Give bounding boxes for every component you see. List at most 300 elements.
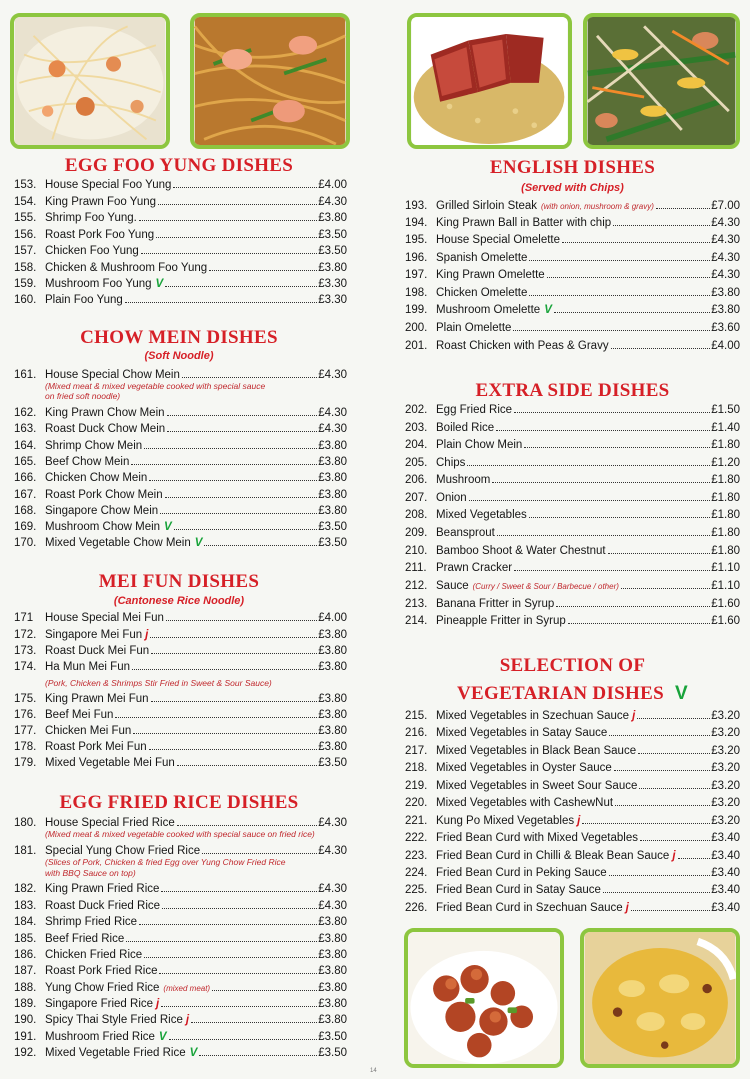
item-price: £3.40	[711, 902, 740, 914]
item-price: £3.80	[318, 440, 347, 452]
item-number: 223.	[405, 850, 428, 862]
menu-item-row	[405, 338, 740, 354]
dot-leader	[177, 765, 317, 766]
item-price: £3.80	[318, 693, 347, 705]
item-name: Roast Pork Mei Fun	[45, 741, 147, 753]
item-name: Mixed Vegetables with CashewNut	[436, 797, 614, 809]
item-number: 178.	[14, 741, 37, 753]
item-name: Mixed Vegetable Fried Rice	[45, 1047, 186, 1059]
menu-item-row	[405, 708, 740, 724]
dot-leader	[151, 653, 317, 654]
item-name: Mixed Vegetable Chow Mein	[45, 537, 191, 549]
fried-rice-180-description: (Mixed meat & mixed vegetable cooked with special sauce on fried rice)	[45, 829, 315, 839]
item-price: £3.20	[711, 815, 740, 827]
dot-leader	[547, 277, 711, 278]
item-name: Onion	[436, 492, 467, 504]
vegetarian-v-icon: V	[189, 1047, 198, 1059]
dot-leader	[166, 620, 317, 621]
english-heading: ENGLISH DISHES	[489, 157, 656, 178]
menu-item-row	[14, 194, 347, 210]
mei-fun-heading: MEI FUN DISHES	[98, 571, 260, 592]
dot-leader	[161, 891, 317, 892]
chow-mein-161-description-line2: on fried soft noodle)	[45, 391, 121, 401]
item-price: £1.80	[711, 509, 740, 521]
dot-leader	[191, 1022, 317, 1023]
item-price: £3.20	[711, 762, 740, 774]
item-price: £3.40	[711, 832, 740, 844]
item-number: 174.	[14, 661, 37, 673]
menu-item-row	[405, 472, 740, 488]
item-price: £1.50	[711, 404, 740, 416]
item-number: 201.	[405, 340, 428, 352]
dot-leader	[209, 270, 317, 271]
chow-mein-heading: CHOW MEIN DISHES	[80, 327, 278, 348]
item-name: Pineapple Fritter in Syrup	[436, 615, 566, 627]
dot-leader	[182, 377, 317, 378]
item-name: Shrimp Foo Yung.	[45, 212, 137, 224]
menu-item-row	[405, 490, 740, 506]
chilli-icon: j	[145, 629, 149, 641]
dot-leader	[608, 553, 711, 554]
dot-leader	[637, 718, 710, 719]
item-price: £3.80	[318, 982, 347, 994]
item-number: 205.	[405, 457, 428, 469]
item-price: £3.80	[318, 645, 347, 657]
menu-item-row	[405, 437, 740, 453]
item-number: 169.	[14, 521, 37, 533]
item-number: 158.	[14, 262, 37, 274]
item-price: £7.00	[711, 200, 740, 212]
item-number: 226.	[405, 902, 428, 914]
item-number: 208.	[405, 509, 428, 521]
menu-item-row	[14, 260, 347, 276]
chow-mein-photo-image	[194, 17, 346, 145]
item-name: Fried Bean Curd with Mixed Vegetables	[436, 832, 638, 844]
menu-item-row	[14, 421, 347, 437]
item-price: £3.80	[318, 741, 347, 753]
item-number: 211.	[405, 562, 427, 574]
item-price: £3.80	[711, 287, 740, 299]
item-number: 207.	[405, 492, 428, 504]
item-number: 220.	[405, 797, 428, 809]
menu-item-row	[405, 613, 740, 629]
item-price: £1.10	[711, 562, 740, 574]
item-number: 191.	[14, 1031, 37, 1043]
item-name: Beef Mei Fun	[45, 709, 114, 721]
dot-leader	[161, 1006, 317, 1007]
menu-item-row	[14, 610, 347, 626]
item-note: (mixed meat)	[163, 984, 211, 993]
item-number: 157.	[14, 245, 37, 257]
item-name: King Prawn Foo Yung	[45, 196, 157, 208]
menu-item-row	[14, 947, 347, 963]
item-number: 206.	[405, 474, 428, 486]
item-name: Shrimp Fried Rice	[45, 916, 138, 928]
vegetables-photo	[583, 13, 740, 149]
menu-item-row	[14, 503, 347, 519]
extra-side-heading: EXTRA SIDE DISHES	[475, 380, 670, 401]
menu-item-row	[14, 659, 347, 675]
egg-foo-yung-photo-image	[14, 17, 166, 145]
item-price: £4.00	[711, 340, 740, 352]
dot-leader	[141, 253, 317, 254]
chilli-icon: j	[632, 710, 636, 722]
item-price: £3.80	[318, 472, 347, 484]
item-number: 168.	[14, 505, 37, 517]
vegetarian-heading-text: VEGETARIAN DISHES	[457, 683, 664, 704]
dot-leader	[173, 187, 317, 188]
menu-item-row	[14, 963, 347, 979]
item-price: £3.80	[318, 916, 347, 928]
menu-item-row	[405, 267, 740, 283]
dot-leader	[609, 875, 711, 876]
dot-leader	[204, 545, 317, 546]
dot-leader	[556, 606, 710, 607]
item-number: 221.	[405, 815, 428, 827]
menu-item-row	[405, 250, 740, 266]
item-name: Kung Po Mixed Vegetables	[436, 815, 575, 827]
egg-foo-yung-heading: EGG FOO YUNG DISHES	[64, 155, 294, 176]
dot-leader	[656, 208, 710, 209]
dot-leader	[162, 908, 317, 909]
item-number: 195.	[405, 234, 428, 246]
dot-leader	[139, 220, 317, 221]
dot-leader	[139, 924, 317, 925]
dot-leader	[492, 482, 710, 483]
item-name: Singapore Chow Mein	[45, 505, 159, 517]
item-price: £3.20	[711, 745, 740, 757]
item-name: Fried Bean Curd in Satay Sauce	[436, 884, 601, 896]
dot-leader	[132, 669, 317, 670]
dot-leader	[158, 204, 317, 205]
dot-leader	[133, 733, 317, 734]
item-name: House Special Mei Fun	[45, 612, 164, 624]
item-name: House Special Fried Rice	[45, 817, 175, 829]
menu-item-row	[405, 865, 740, 881]
item-number: 170.	[14, 537, 37, 549]
dot-leader	[609, 735, 710, 736]
item-name: King Prawn Chow Mein	[45, 407, 165, 419]
item-name: House Special Foo Yung	[45, 179, 172, 191]
item-name: Plain Foo Yung	[45, 294, 123, 306]
item-name: Mixed Vegetables	[436, 509, 527, 521]
item-note: (with onion, mushroom & gravy)	[540, 202, 654, 211]
curry-photo-image	[584, 932, 736, 1064]
dot-leader	[165, 497, 318, 498]
item-name: Mixed Vegetable Mei Fun	[45, 757, 175, 769]
item-price: £4.30	[711, 234, 740, 246]
menu-item-row	[405, 543, 740, 559]
english-subtitle: (Served with Chips)	[521, 182, 624, 194]
item-number: 165.	[14, 456, 37, 468]
item-note: (Curry / Sweet & Sour / Barbecue / other)	[472, 582, 619, 591]
item-number: 216.	[405, 727, 428, 739]
item-number: 203.	[405, 422, 428, 434]
item-price: £3.60	[711, 322, 740, 334]
dot-leader	[615, 805, 710, 806]
item-name: Chicken Mei Fun	[45, 725, 132, 737]
item-number: 167.	[14, 489, 37, 501]
item-price: £3.20	[711, 797, 740, 809]
item-number: 209.	[405, 527, 428, 539]
item-number: 182.	[14, 883, 37, 895]
item-price: £4.30	[711, 269, 740, 281]
item-name: House Special Omelette	[436, 234, 561, 246]
item-name: Fried Bean Curd in Szechuan Sauce	[436, 902, 623, 914]
item-name: Shrimp Chow Mein	[45, 440, 143, 452]
item-price: £4.30	[711, 217, 740, 229]
item-price: £4.30	[318, 407, 347, 419]
item-number: 197.	[405, 269, 428, 281]
item-price: £3.20	[711, 780, 740, 792]
item-price: £3.40	[711, 867, 740, 879]
item-number: 194.	[405, 217, 428, 229]
item-name: Sauce	[436, 580, 469, 592]
item-number: 161.	[14, 369, 37, 381]
dot-leader	[202, 853, 317, 854]
item-price: £4.30	[318, 817, 347, 829]
menu-item-row	[14, 881, 347, 897]
menu-item-row	[14, 438, 347, 454]
item-name: Chicken & Mushroom Foo Yung	[45, 262, 208, 274]
menu-item-row	[405, 215, 740, 231]
dot-leader	[126, 941, 317, 942]
item-price: £1.80	[711, 492, 740, 504]
menu-item-row	[405, 900, 740, 916]
item-name: Beansprout	[436, 527, 495, 539]
dot-leader	[638, 753, 710, 754]
item-price: £3.50	[318, 537, 347, 549]
vegetarian-v-icon: V	[194, 537, 203, 549]
menu-item-row	[14, 627, 347, 643]
item-number: 217.	[405, 745, 428, 757]
chow-mein-photo	[190, 13, 350, 149]
chilli-icon: j	[185, 1014, 190, 1026]
item-name: Boiled Rice	[436, 422, 495, 434]
item-name: Bamboo Shoot & Water Chestnut	[436, 545, 606, 557]
vegetarian-v-icon: V	[164, 521, 172, 533]
menu-item-row	[14, 487, 347, 503]
dot-leader	[160, 513, 317, 514]
item-number: 155.	[14, 212, 37, 224]
item-price: £3.50	[318, 757, 347, 769]
dot-leader	[514, 412, 710, 413]
item-name: Banana Fritter in Syrup	[436, 598, 555, 610]
mei-fun-174-description: (Pork, Chicken & Shrimps Stir Fried in Sweet & Sour Sauce)	[45, 678, 272, 688]
dot-leader	[621, 588, 710, 589]
menu-item-row	[14, 177, 347, 193]
item-price: £3.80	[318, 998, 347, 1010]
item-price: £3.80	[318, 456, 347, 468]
item-price: £1.60	[711, 615, 740, 627]
menu-item-row	[14, 980, 347, 996]
menu-item-row	[405, 795, 740, 811]
item-number: 184.	[14, 916, 37, 928]
egg-foo-yung-photo	[10, 13, 170, 149]
item-price: £3.30	[318, 278, 347, 290]
item-price: £1.60	[711, 598, 740, 610]
dot-leader	[678, 858, 711, 859]
item-name: Mushroom Fried Rice	[45, 1031, 155, 1043]
vegetarian-v-icon: V	[544, 304, 552, 316]
item-name: King Prawn Omelette	[436, 269, 545, 281]
item-name: Prawn Cracker	[436, 562, 513, 574]
menu-item-row	[405, 596, 740, 612]
item-name: Spicy Thai Style Fried Rice	[45, 1014, 183, 1026]
vegetarian-heading-line2	[405, 683, 740, 705]
item-name: Roast Duck Chow Mein	[45, 423, 166, 435]
item-number: 202.	[405, 404, 428, 416]
item-price: £3.80	[318, 949, 347, 961]
dot-leader	[131, 464, 317, 465]
item-name: Roast Duck Mei Fun	[45, 645, 150, 657]
chilli-icon: j	[156, 998, 160, 1010]
item-number: 154.	[14, 196, 37, 208]
item-name: King Prawn Ball in Batter with chip	[436, 217, 612, 229]
item-name: Mushroom Chow Mein	[45, 521, 161, 533]
menu-item-row	[405, 455, 740, 471]
item-number: 159.	[14, 278, 37, 290]
item-name: Fried Bean Curd in Peking Sauce	[436, 867, 607, 879]
item-number: 190.	[14, 1014, 37, 1026]
menu-item-row	[405, 743, 740, 759]
menu-item-row	[14, 405, 347, 421]
menu-item-row	[14, 1045, 347, 1061]
menu-item-row	[14, 519, 347, 535]
menu-item-row	[405, 778, 740, 794]
dot-leader	[174, 529, 318, 530]
dot-leader	[529, 517, 710, 518]
item-number: 164.	[14, 440, 37, 452]
dot-leader	[529, 260, 710, 261]
dot-leader	[149, 480, 317, 481]
menu-item-row	[14, 470, 347, 486]
item-number: 173.	[14, 645, 37, 657]
menu-item-row	[405, 198, 740, 214]
item-name: Roast Pork Foo Yung	[45, 229, 155, 241]
dot-leader	[496, 430, 710, 431]
item-price: £4.30	[318, 883, 347, 895]
item-name: Mixed Vegetables in Black Bean Sauce	[436, 745, 637, 757]
item-number: 175.	[14, 693, 37, 705]
curry-photo	[580, 928, 740, 1068]
item-name: Plain Chow Mein	[436, 439, 523, 451]
menu-item-row	[405, 813, 740, 829]
item-number: 200.	[405, 322, 428, 334]
roast-pork-photo-image	[411, 17, 568, 145]
item-price: £4.30	[318, 423, 347, 435]
menu-item-row	[405, 285, 740, 301]
menu-item-row	[14, 707, 347, 723]
item-number: 172.	[14, 629, 37, 641]
item-price: £4.30	[711, 252, 740, 264]
item-number: 181.	[14, 845, 37, 857]
sweet-sour-photo	[404, 928, 564, 1068]
menu-item-row	[405, 882, 740, 898]
menu-item-row	[14, 227, 347, 243]
item-price: £1.20	[711, 457, 740, 469]
item-price: £3.20	[711, 727, 740, 739]
menu-item-row	[405, 402, 740, 418]
item-number: 199.	[405, 304, 428, 316]
item-number: 156.	[14, 229, 37, 241]
item-number: 171	[14, 612, 34, 624]
item-price: £3.80	[318, 262, 347, 274]
item-name: Mixed Vegetables in Oyster Sauce	[436, 762, 612, 774]
dot-leader	[115, 717, 317, 718]
dot-leader	[614, 770, 710, 771]
item-number: 214.	[405, 615, 428, 627]
item-number: 188.	[14, 982, 37, 994]
menu-item-row	[14, 1029, 347, 1045]
dot-leader	[165, 286, 317, 287]
item-number: 222.	[405, 832, 428, 844]
fried-rice-181-description-line1: (Slices of Pork, Chicken & fried Egg over Yung Chow Fried Rice	[45, 857, 286, 867]
dot-leader	[639, 788, 710, 789]
item-name: Grilled Sirloin Steak	[436, 200, 537, 212]
item-price: £3.40	[711, 850, 740, 862]
dot-leader	[640, 840, 710, 841]
menu-item-row	[405, 420, 740, 436]
item-number: 210.	[405, 545, 428, 557]
menu-item-row	[14, 996, 347, 1012]
item-number: 187.	[14, 965, 37, 977]
item-name: Chicken Omelette	[436, 287, 528, 299]
item-price: £3.80	[318, 661, 347, 673]
dot-leader	[568, 623, 710, 624]
item-name: Singapore Fried Rice	[45, 998, 154, 1010]
dot-leader	[467, 465, 710, 466]
item-name: Beef Fried Rice	[45, 933, 125, 945]
dot-leader	[149, 749, 318, 750]
item-name: Chicken Fried Rice	[45, 949, 143, 961]
dot-leader	[514, 570, 710, 571]
dot-leader	[150, 637, 317, 638]
item-number: 153.	[14, 179, 37, 191]
dot-leader	[156, 237, 317, 238]
item-number: 212.	[405, 580, 428, 592]
item-price: £3.80	[318, 709, 347, 721]
dot-leader	[529, 295, 710, 296]
dot-leader	[151, 701, 318, 702]
item-price: £3.50	[318, 1031, 347, 1043]
vegetarian-v-icon: V	[158, 1031, 167, 1043]
item-number: 163.	[14, 423, 37, 435]
dot-leader	[469, 500, 711, 501]
dot-leader	[169, 1039, 318, 1040]
menu-item-row	[405, 232, 740, 248]
dot-leader	[611, 348, 711, 349]
menu-item-row	[14, 755, 347, 771]
item-name: Egg Fried Rice	[436, 404, 513, 416]
item-price: £3.50	[318, 229, 347, 241]
item-price: £1.80	[711, 527, 740, 539]
vegetarian-v-icon: V	[155, 278, 164, 290]
item-name: Mixed Vegetables in Satay Sauce	[436, 727, 608, 739]
item-price: £3.80	[711, 304, 740, 316]
menu-item-row	[14, 914, 347, 930]
item-price: £3.50	[318, 1047, 347, 1059]
dot-leader	[513, 330, 710, 331]
item-price: £4.00	[318, 612, 347, 624]
item-price: £3.80	[318, 505, 347, 517]
dot-leader	[177, 825, 317, 826]
item-price: £4.30	[318, 900, 347, 912]
item-number: 192.	[14, 1047, 37, 1059]
item-price: £3.80	[318, 489, 347, 501]
menu-item-row	[405, 302, 740, 318]
fried-rice-181-description-line2: with BBQ Sauce on top)	[45, 868, 136, 878]
